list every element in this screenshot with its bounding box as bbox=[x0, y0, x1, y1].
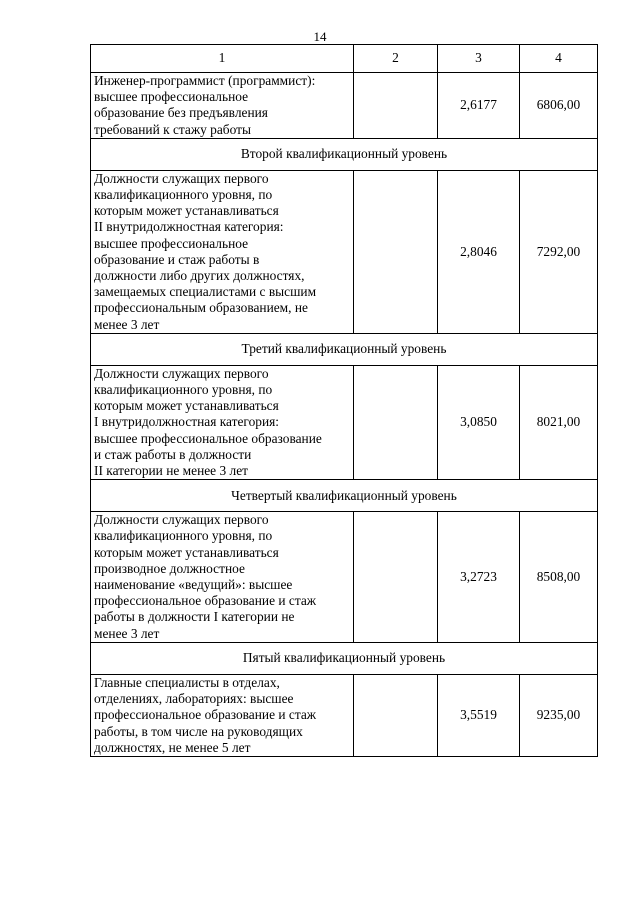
description-line: производное должностное bbox=[94, 560, 245, 576]
qualification-level-row bbox=[91, 138, 598, 170]
description-line: квалификационного уровня, по bbox=[94, 382, 273, 398]
description-line: менее 3 лет bbox=[94, 316, 160, 332]
salary-value: 9235,00 bbox=[520, 674, 598, 756]
table-row bbox=[91, 170, 598, 333]
description-line: должностях, не менее 5 лет bbox=[94, 739, 251, 755]
description-line: II внутридолжностная категория: bbox=[94, 219, 284, 235]
description-line: которым может устанавливаться bbox=[94, 203, 279, 219]
table-row bbox=[91, 512, 598, 643]
position-description bbox=[91, 170, 354, 333]
qualification-level-title: Пятый квалификационный уровень bbox=[91, 642, 598, 674]
description-line: Главные специалисты в отделах, bbox=[94, 674, 280, 690]
description-line: квалификационного уровня, по bbox=[94, 187, 273, 203]
table-row bbox=[91, 674, 598, 756]
coefficient-value: 2,6177 bbox=[438, 73, 520, 139]
description-line: Должности служащих первого bbox=[94, 170, 269, 186]
table-row bbox=[91, 365, 598, 479]
salary-value: 6806,00 bbox=[520, 73, 598, 139]
qualification-level-row bbox=[91, 333, 598, 365]
description-line: высшее профессиональное bbox=[94, 89, 249, 105]
description-line: требований к стажу работы bbox=[94, 121, 251, 137]
description-line: профессиональное образование и стаж bbox=[94, 707, 317, 723]
qualification-level-title: Четвертый квалификационный уровень bbox=[91, 480, 598, 512]
description-line: работы, в том числе на руководящих bbox=[94, 723, 303, 739]
description-line: I внутридолжностная категория: bbox=[94, 414, 280, 430]
table-row bbox=[91, 73, 598, 139]
description-line: должности либо других должностях, bbox=[94, 268, 305, 284]
column-2-cell bbox=[354, 73, 438, 139]
coefficient-value: 3,0850 bbox=[438, 365, 520, 479]
description-line: профессиональным образованием, не bbox=[94, 300, 308, 316]
qualification-level-row bbox=[91, 480, 598, 512]
description-line: менее 3 лет bbox=[94, 625, 160, 641]
coefficient-value: 3,5519 bbox=[438, 674, 520, 756]
salary-value: 8021,00 bbox=[520, 365, 598, 479]
page-number: 14 bbox=[313, 29, 327, 44]
qualification-level-row bbox=[91, 642, 598, 674]
description-line: образование без предъявления bbox=[94, 105, 268, 121]
position-description bbox=[91, 365, 354, 479]
description-line: II категории не менее 3 лет bbox=[94, 463, 248, 479]
description-line: отделениях, лабораториях: высшее bbox=[94, 691, 294, 707]
qualification-level-title: Второй квалификационный уровень bbox=[91, 138, 598, 170]
column-header-1: 1 bbox=[91, 45, 354, 73]
description-line: образование и стаж работы в bbox=[94, 251, 260, 267]
description-line: которым может устанавливаться bbox=[94, 398, 279, 414]
coefficient-value: 3,2723 bbox=[438, 512, 520, 643]
column-2-cell bbox=[354, 170, 438, 333]
description-line: Инженер-программист (программист): bbox=[94, 73, 316, 88]
description-line: замещаемых специалистами с высшим bbox=[94, 284, 317, 300]
qualification-table bbox=[90, 44, 598, 757]
table-header-row bbox=[91, 45, 598, 73]
column-2-cell bbox=[354, 674, 438, 756]
description-line: высшее профессиональное bbox=[94, 235, 249, 251]
description-line: высшее профессиональное образование bbox=[94, 430, 322, 446]
description-line: квалификационного уровня, по bbox=[94, 528, 273, 544]
description-line: Должности служащих первого bbox=[94, 365, 269, 381]
qualification-level-title: Третий квалификационный уровень bbox=[91, 333, 598, 365]
column-header-4: 4 bbox=[520, 45, 598, 73]
description-line: и стаж работы в должности bbox=[94, 446, 252, 462]
position-description bbox=[91, 674, 354, 756]
description-line: наименование «ведущий»: высшее bbox=[94, 577, 293, 593]
column-header-2: 2 bbox=[354, 45, 438, 73]
description-line: работы в должности I категории не bbox=[94, 609, 295, 625]
salary-value: 8508,00 bbox=[520, 512, 598, 643]
column-2-cell bbox=[354, 365, 438, 479]
description-line: профессиональное образование и стаж bbox=[94, 593, 317, 609]
coefficient-value: 2,8046 bbox=[438, 170, 520, 333]
column-header-3: 3 bbox=[438, 45, 520, 73]
position-description bbox=[91, 512, 354, 643]
salary-value: 7292,00 bbox=[520, 170, 598, 333]
column-2-cell bbox=[354, 512, 438, 643]
table-body bbox=[91, 73, 598, 757]
position-description bbox=[91, 73, 354, 139]
description-line: Должности служащих первого bbox=[94, 512, 269, 528]
description-line: которым может устанавливаться bbox=[94, 544, 279, 560]
